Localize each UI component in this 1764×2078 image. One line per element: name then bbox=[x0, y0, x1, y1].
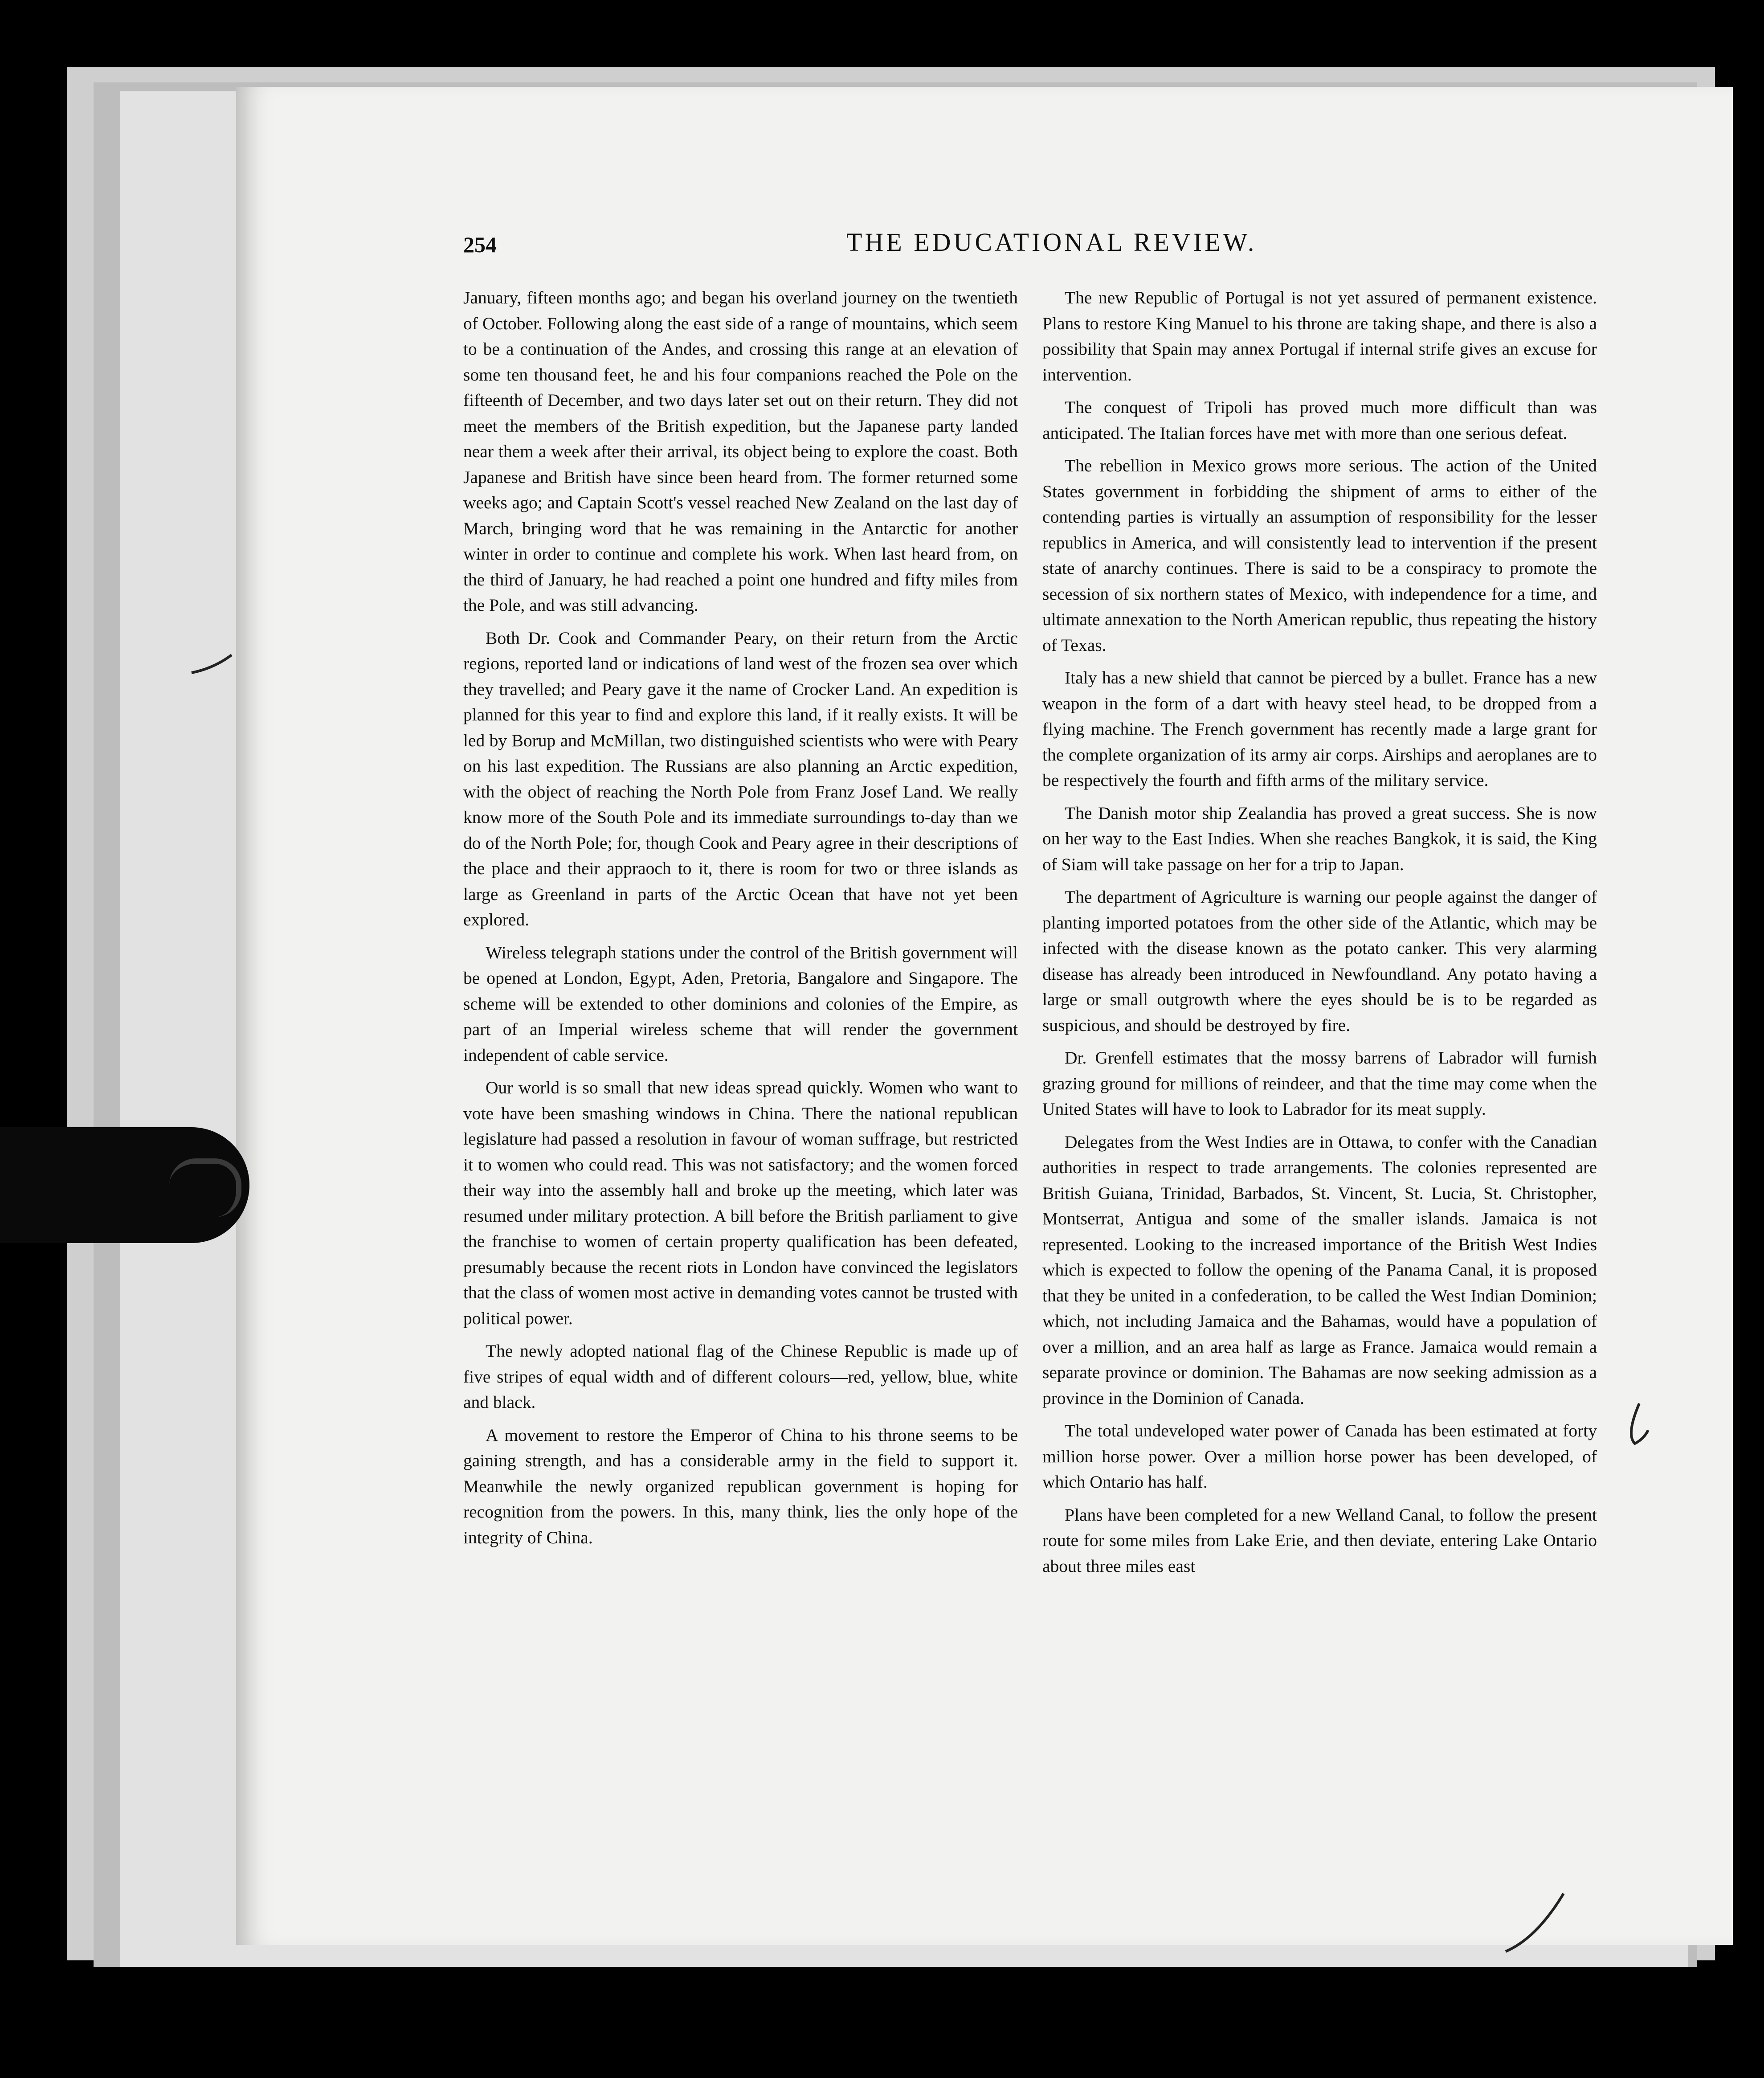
paragraph: The Danish motor ship Zealandia has proved a great success. She is now on her way to the East Indies. When she reaches Bangkok, it is said, the King of Siam will take passage on her for a trip to Japan. bbox=[1042, 803, 1597, 874]
paragraph: The department of Agriculture is warning our people against the danger of planting imported potatoes from the other side of the Atlantic, which may be infected with the disease known as the potato canker. This very alarming disease has already been introduced in Newfoundland. Any potato having a large or small outgrowth where the eyes should be is to be regarded as suspicious, and should be destroyed by fire. bbox=[1042, 887, 1597, 1035]
paragraph: Both Dr. Cook and Commander Peary, on their return from the Arctic regions, reported land or indications of land west of the frozen sea over which they travelled; and Peary gave it the name of Crocker Land. An expedition is planned for this year to find and explore this land, if it really exists. It will be led by Borup and McMillan, two distinguished scientists who were with Peary on his last expedition. The Russians are also planning an Arctic expedition, with the object of reaching the North Pole from Franz Josef Land. We really know more of the South Pole and its immediate surroundings to-day than we do of the North Pole; for, though Cook and Peary agree in their descriptions of the place and their appraoch to it, there is room for two or three islands as large as Greenland in parts of the Arctic Ocean that have not yet been explored. bbox=[463, 628, 1018, 929]
page-number: 254 bbox=[463, 232, 497, 257]
right-column bbox=[1042, 285, 1597, 1586]
paragraph: Italy has a new shield that cannot be pierced by a bullet. France has a new weapon in the form of a dart with heavy steel head, to be dropped from a flying machine. The French government has recently made a large grant for the complete organization of its army air corps. Airships and aeroplanes are to be respectively the fourth and fifth arms of the military service. bbox=[1042, 668, 1597, 790]
margin-slash-mark bbox=[1501, 1885, 1572, 1956]
paragraph: Plans have been completed for a new Welland Canal, to follow the present route for some miles from Lake Erie, and then deviate, entering Lake Ontario about three miles east bbox=[1042, 1505, 1597, 1576]
paragraph: The total undeveloped water power of Canada has been estimated at forty million horse power. Over a million horse power has been developed, of which Ontario has half. bbox=[1042, 1421, 1597, 1492]
paragraph: Dr. Grenfell estimates that the mossy barrens of Labrador will furnish grazing ground for millions of reindeer, and that the time may come when the United States will have to look to Labrador for its meat supply. bbox=[1042, 1048, 1597, 1119]
paragraph: The new Republic of Portugal is not yet assured of permanent existence. Plans to restore King Manuel to his throne are taking shape, and there is also a possibility that Spain may annex Portugal if internal strife gives an excuse for intervention. bbox=[1042, 288, 1597, 385]
paragraph: Delegates from the West Indies are in Ottawa, to confer with the Canadian authorities in respect to trade arrangements. The colonies represented are British Guiana, Trinidad, Barbados, St. Vincent, St. Lucia, St. Christopher, Montserrat, Antigua and some of the smaller islands. Jamaica is not represented. Looking to the increased importance of the British West Indies which is expected to follow the opening of the Panama Canal, it is proposed that they be united in a confederation, to be called the West Indian Dominion; which, not including Jamaica and the Bahamas, would have a population of over a million, and an area half as large as France. Jamaica would remain a separate province or dominion. The Bahamas are now seeking admission as a province in the Dominion of Canada. bbox=[1042, 1132, 1597, 1408]
paragraph: Our world is so small that new ideas spread quickly. Women who want to vote have been smashing windows in China. There the national republican legislature had passed a resolution in favour of woman suffrage, but restricted it to women who could read. This was not satisfactory; and the women forced their way into the assembly hall and broke up the meeting, which later was resumed under military protection. A bill before the British parliament to give the franchise to women of certain property qualification has been defeated, presumably because the recent riots in London have convinced the legislators that the class of women most active in demanding votes cannot be trusted with political power. bbox=[463, 1078, 1018, 1328]
journal-title: THE EDUCATIONAL REVIEW. bbox=[846, 228, 1257, 257]
paragraph: The rebellion in Mexico grows more serious. The action of the United States government in forbidding the shipment of arms to either of the contending parties is virtually an assumption of responsibility for the lesser republics in America, and will consistently lead to intervention if the present state of anarchy continues. There is said to be a conspiracy to promote the secession of six northern states of Mexico, with independence for a time, and ultimate annexation to the North American republic, thus repeating the history of Texas. bbox=[1042, 456, 1597, 655]
left-column bbox=[463, 285, 1018, 1558]
binder-clip-highlight bbox=[169, 1158, 241, 1217]
paragraph: The conquest of Tripoli has proved much more difficult than was anticipated. The Italian forces have met with more than one serious defeat. bbox=[1042, 397, 1597, 443]
document-page bbox=[463, 227, 1595, 1787]
paragraph: The newly adopted national flag of the Chinese Republic is made up of five stripes of equal width and of different colours—red, yellow, blue, white and black. bbox=[463, 1341, 1018, 1412]
paragraph: A movement to restore the Emperor of China to his throne seems to be gaining strength, and has a considerable army in the field to support it. Meanwhile the newly organized republican government is hoping for recognition from the powers. In this, many think, lies the only hope of the integrity of China. bbox=[463, 1425, 1018, 1547]
margin-check-mark bbox=[1621, 1399, 1657, 1452]
paragraph: Wireless telegraph stations under the control of the British government will be opened at London, Egypt, Aden, Pretoria, Bangalore and Singapore. The scheme will be extended to other dominions and colonies of the Empire, as part of an Imperial wireless scheme that will render the government independent of cable service. bbox=[463, 942, 1018, 1065]
running-head bbox=[463, 227, 1595, 267]
margin-tick-mark bbox=[187, 650, 241, 686]
paragraph: January, fifteen months ago; and began his overland journey on the twentieth of October. Following along the east side of a range of mountains, which seem to be a continuation of the Andes, and crossing this range at an elevation of some ten thousand feet, he and his four companions reached the Pole on the fifteenth of December, and two days later set out on their return. They did not meet the members of the British expedition, but the Japanese party landed near them a week after their arrival, its object being to explore the coast. Both Japanese and British have since been heard from. The former returned some weeks ago; and Captain Scott's vessel reached New Zealand on the last day of March, bringing word that he was remaining in the Antarctic for another winter in order to continue and complete his work. When last heard from, on the third of January, he had reached a point one hundred and fifty miles from the Pole, and was still advancing. bbox=[463, 288, 1018, 615]
